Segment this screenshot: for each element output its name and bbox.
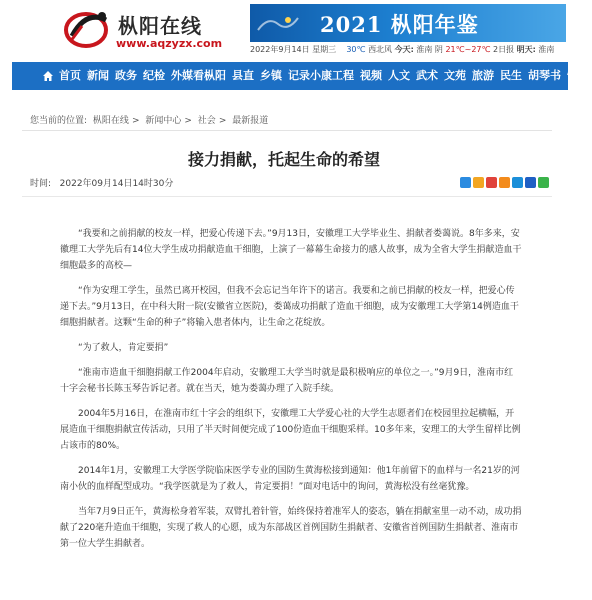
- nav-item-discipline[interactable]: 纪检: [143, 69, 165, 82]
- date-weather-line: [250, 44, 568, 56]
- nav-item-livelihood[interactable]: 民生: [500, 69, 522, 82]
- today-label: 今天:: [394, 45, 414, 54]
- breadcrumb-item-news-center[interactable]: 新闻中心: [145, 116, 182, 126]
- share-weibo-icon[interactable]: [486, 177, 497, 188]
- article-paragraph: 2004年5月16日，在淮南市红十字会的组织下，安徽理工大学爱心社的大学生志愿者们在校园里拉起横幅，开展造血干细胞捐献宣传活动，只用了半天时间便完成了100份造血干细胞采样。10多年来，安理工的大学生留样比例占该市的80%。: [60, 409, 521, 451]
- nav-item-county[interactable]: 县直: [232, 69, 254, 82]
- nav-item-government[interactable]: 政务: [115, 69, 137, 82]
- breadcrumb-item-society[interactable]: 社会: [197, 116, 216, 126]
- share-rss-icon[interactable]: [499, 177, 510, 188]
- share-qzone-icon[interactable]: [473, 177, 484, 188]
- nav-item-travel[interactable]: 旅游: [472, 69, 494, 82]
- meta-divider: [22, 196, 552, 197]
- breadcrumb-item-latest[interactable]: 最新报道: [232, 116, 269, 126]
- nav-item-martial-arts[interactable]: 武术: [416, 69, 438, 82]
- current-temp: 30℃: [346, 45, 366, 54]
- article-paragraph: “淮南市造血干细胞捐献工作2004年启动，安徽理工大学当时就是最积极响应的单位之一。”9月9日，淮南市红十字会秘书长陈玉琴告诉记者。就在当天，她为娄蔼办理了入院手续。: [60, 368, 514, 394]
- share-renren-icon[interactable]: [525, 177, 536, 188]
- today-weather: 淮南 阴: [416, 45, 443, 54]
- share-plus-icon[interactable]: [460, 177, 471, 188]
- nav-item-video[interactable]: 视频: [360, 69, 382, 82]
- article-paragraph: “我要和之前捐献的校友一样，把爱心传递下去。”9月13日，安徽理工大学毕业生、捐献者娄蔼说。8年多来，安徽理工大学先后有14位大学生成功捐献造血干细胞，上演了一幕幕生命接力的感人故事，成为全省大学生捐献造血干细胞最多的高校—: [60, 229, 522, 271]
- nav-item-huqin[interactable]: 胡琴书: [528, 69, 561, 82]
- publish-time: 2022年09月14日14时30分: [59, 179, 174, 189]
- site-header: [0, 0, 568, 58]
- article-title: 接力捐献，托起生命的希望: [187, 150, 380, 169]
- article-meta: [30, 176, 173, 189]
- time-label: 时间:: [30, 179, 52, 189]
- nav-item-news[interactable]: 新闻: [87, 69, 109, 82]
- main-nav: [12, 62, 589, 90]
- breadcrumb-separator: >: [218, 116, 227, 126]
- banner-text: 2021 枞阳年鉴: [320, 12, 479, 37]
- banner-decoration-icon: [258, 12, 298, 34]
- day2-label: 2日报: [493, 45, 515, 54]
- tomorrow-weather: 淮南: [538, 45, 555, 54]
- breadcrumb: [30, 113, 271, 126]
- breadcrumb-item-home[interactable]: 枞阳在线: [92, 116, 129, 126]
- nav-item-towns[interactable]: 乡镇: [260, 69, 282, 82]
- nav-item-home[interactable]: 首页: [59, 69, 81, 82]
- breadcrumb-separator: >: [131, 116, 140, 126]
- wind: 西北风: [368, 45, 393, 54]
- article-paragraph: 2014年1月，安徽理工大学医学院临床医学专业的国防生黄海松接到通知：他1年前留下的血样与一名21岁的河南小伙的血样配型成功。“我学医就是为了救人，肯定要捐！”面对电话中的询问，黄海松没有丝毫犹豫。: [60, 466, 520, 492]
- nav-list: [56, 62, 592, 90]
- nav-item-xiaokang[interactable]: 记录小康工程: [288, 69, 354, 82]
- yearbook-banner[interactable]: [250, 4, 566, 42]
- breadcrumb-separator: >: [184, 116, 192, 126]
- nav-item-literature[interactable]: 文苑: [444, 69, 466, 82]
- home-icon[interactable]: [42, 70, 54, 82]
- article-paragraph: “作为安理工学生，虽然已离开校园，但我不会忘记当年许下的诺言。我要和之前已捐献的校友一样，把爱心传递下去。”9月13日，在中科大附一院(安徽省立医院)，娄蔼成功捐献了造血干细胞，成为安徽理工大学第14例造血干细胞捐献者。这颗“生命的种子”将输入患者体内，让生命之花绽放。: [60, 286, 519, 328]
- share-qq-icon[interactable]: [512, 177, 523, 188]
- nav-item-foreign-media[interactable]: 外媒看枞阳: [171, 69, 226, 82]
- breadcrumb-prefix: 您当前的位置:: [30, 116, 88, 126]
- tomorrow-label: 明天:: [516, 45, 536, 54]
- nav-item-wuwang[interactable]: 悟网: [567, 69, 589, 82]
- breadcrumb-divider: [22, 130, 552, 131]
- logo-title: 枞阳在线: [118, 14, 202, 38]
- nav-item-culture[interactable]: 人文: [388, 69, 410, 82]
- current-date: 2022年9月14日 星期三: [250, 45, 337, 54]
- article-body: [60, 226, 522, 561]
- article-paragraph: 当年7月9日正午，黄海松身着军装，双臂扎着针管，始终保持着准军人的姿态，躺在捐献室里一动不动，成功捐献了220毫升造血干细胞，实现了救人的心愿，成为东部战区首例国防生捐献者、安徽省首例国防生捐献者、淮南市第一位大学生捐献者。: [60, 507, 522, 549]
- site-logo[interactable]: [62, 6, 252, 54]
- logo-url: www.aqzyzx.com: [116, 37, 223, 50]
- share-bar: [460, 177, 549, 189]
- share-wechat-icon[interactable]: [538, 177, 549, 188]
- logo-mark-icon: [62, 6, 114, 50]
- article-subheading: “为了救人，肯定要捐”: [78, 343, 169, 353]
- today-temp: 21℃~27℃: [445, 45, 491, 54]
